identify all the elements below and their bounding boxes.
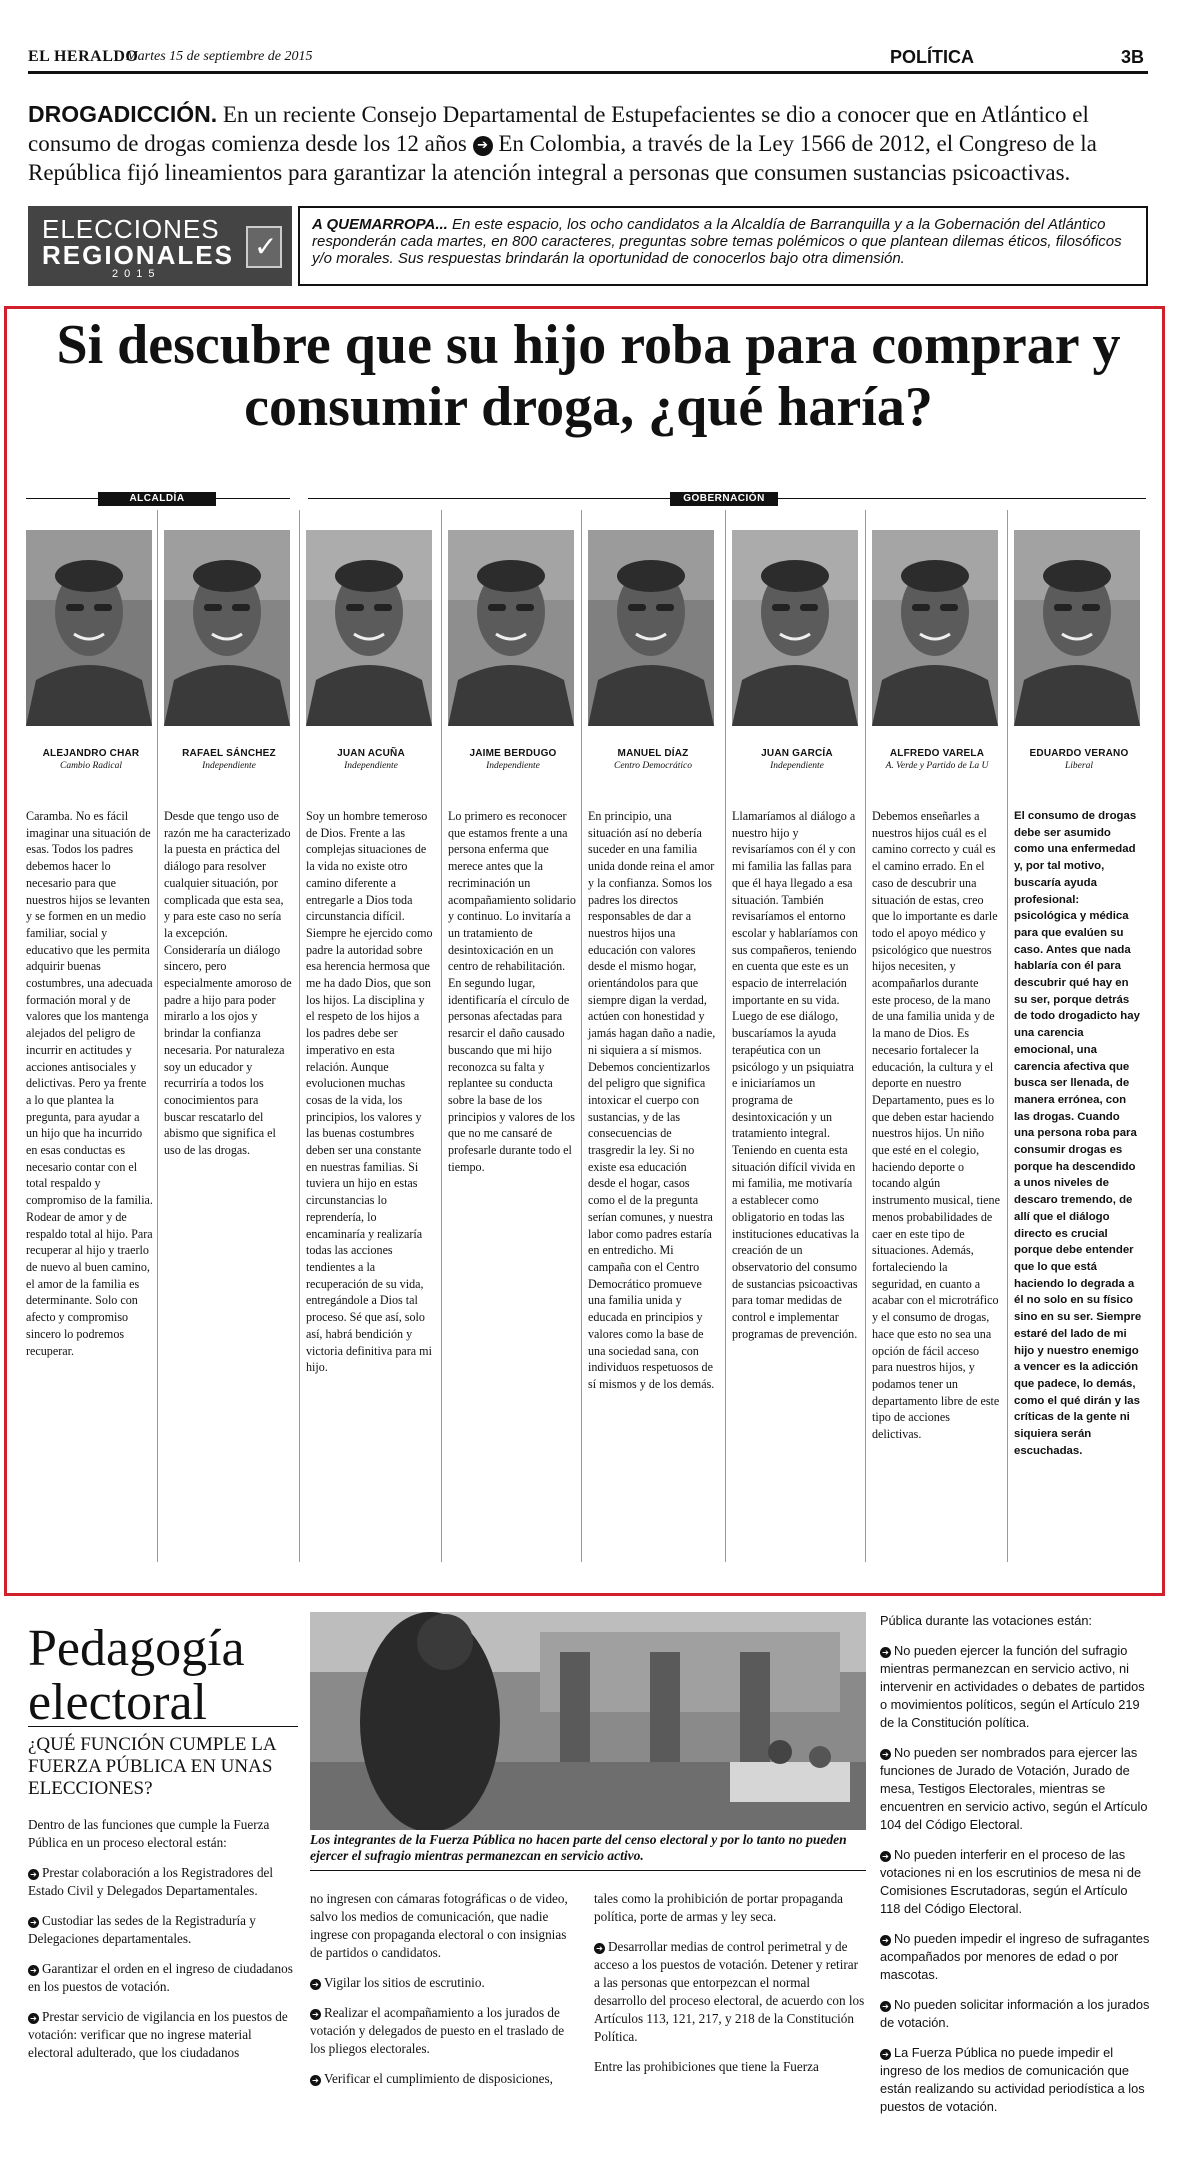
candidate-column: [448, 530, 578, 1174]
masthead: [28, 44, 1148, 74]
quemarropa-text: En este espacio, los ocho candidatos a la Alcaldía de Barranquilla y a la Gobernación del Atlántico responderán cada martes, en 800 caracteres, preguntas sobre temas polémicos o que plantean dilemas éticos, filosóficos y/o morales. Sus respuestas brindarán la oportunidad de conocerlos bajo otra dimensión.: [312, 216, 1122, 267]
pedagogia-subtitle: ¿QUÉ FUNCIÓN CUMPLE LA FUERZA PÚBLICA EN UNAS ELECCIONES?: [28, 1734, 276, 1799]
candidate-photo: [872, 530, 998, 726]
page-number: 3B: [1120, 47, 1144, 67]
photo-caption: Los integrantes de la Fuerza Pública no hacen parte del censo electoral y por lo tanto no pueden ejercer el sufragio mientras permanezcan en servicio activo.: [310, 1832, 847, 1863]
candidate-answer: Soy un hombre temeroso de Dios. Frente a las complejas situaciones de la vida no existe otro camino diferente a entregarle a Dios toda circunstancia difícil. Siempre he ejercido como padre la autoridad sobre esa herencia hermosa que me ha dado Dios, que son los hijos. La disciplina y el respeto de los hijos a los padres debe ser imperativo en esta relación. Aunque evolucionen muchas cosas de la vida, los principios, los valores y las buenas costumbres deben ser una constante en nuestras familias. Si tuviera un hijo en estas circunstancias lo reprendería, lo encaminaría y realizaría todas las acciones tendientes a la recuperación de su vida, entregándole a Dios tal proceso. Sé que así, solo así, habrá bendición y victoria definitiva para mi hijo.: [306, 809, 433, 1375]
pedagogia-col-1: [28, 1816, 298, 2074]
quemarropa-label: A QUEMARROPA...: [312, 216, 448, 233]
candidate-column: [732, 530, 862, 1341]
bullet-item: [880, 2044, 1150, 2116]
candidate-party: Independiente: [486, 761, 540, 771]
elections-logo: [28, 206, 292, 286]
bullet-arrow-icon: ➔: [880, 1749, 891, 1760]
bullet-text: No pueden interferir en el proceso de las votaciones ni en los escrutinios de mesa ni de Comisiones Escrutadoras, según el Artículo 118 del Código Electoral.: [880, 1847, 1142, 1916]
pedagogia-title-line-2: electoral: [28, 1674, 207, 1731]
pedagogia-intro: Dentro de las funciones que cumple la Fuerza Pública en un proceso electoral están:: [28, 1817, 270, 1850]
candidate-answer: En principio, una situación así no debería suceder en una familia unida donde reina el amor y la confianza. Somos los padres los directos responsables de dar a nuestros hijos una educación con valores desde el mismo hogar, orientándolos para que siempre digan la verdad, actúen con honestidad y jamás hagan daño a nadie, ni siquiera a sí mismos. Debemos concientizarlos del peligro que significa intoxicar el cuerpo con sustancias, y de las consecuencias de trasgredir la ley. Si no existe esa educación desde el hogar, casos como el de la pregunta serían comunes, y nuestra labor como padres estaría en entredicho. Mi campaña con el Centro Democrático promueve una familia unida y educada en principios y valores como la base de una sociedad sana, con individuos respetuosos de sí mismos y de los demás.: [588, 809, 716, 1391]
column-separator: [441, 510, 442, 1562]
bullet-text: Verificar el cumplimiento de disposiciones,: [324, 2071, 553, 2086]
candidate-answer: Lo primero es reconocer que estamos frente a una persona enferma que merece antes que la recriminación un acompañamiento solidario y continuo. Lo invitaría a un tratamiento de desintoxicación en un centro de rehabilitación. En segundo lugar, identificaría el círculo de personas afectadas para resarcir el daño causado buscando que mi hijo reconozca su falta y replantee su conducta sobre la base de los principios y valores de los que no me cansaré de profesarle durante todo el tiempo.: [448, 809, 576, 1174]
pedagogia-col3-cont: tales como la prohibición de portar propaganda política, porte de armas y ley seca.: [594, 1891, 844, 1924]
ballot-check-icon: ✓: [246, 226, 282, 268]
candidate-photo: [164, 530, 290, 726]
bullet-item: [28, 1912, 298, 1948]
bullet-arrow-icon: ➔: [28, 2013, 39, 2024]
bullet-text: Vigilar los sitios de escrutinio.: [324, 1975, 485, 1990]
candidate-column: [872, 530, 1002, 1442]
candidate-photo: [588, 530, 714, 726]
bullet-arrow-icon: ➔: [310, 1979, 321, 1990]
caption-rule: [310, 1870, 866, 1871]
bullet-item: [880, 1996, 1150, 2032]
bullet-arrow-icon: ➔: [28, 1965, 39, 1976]
candidate-party: A. Verde y Partido de La U: [885, 761, 989, 771]
bullet-item: [310, 2070, 580, 2088]
bullet-arrow-icon: ➔: [310, 2075, 321, 2086]
arrow-icon: ➔: [473, 136, 493, 156]
bullet-text: Garantizar el orden en el ingreso de ciudadanos en los puestos de votación.: [28, 1961, 293, 1994]
logo-line-1: ELECCIONES: [42, 214, 220, 244]
candidate-column: [26, 530, 156, 1358]
candidate-column: [164, 530, 294, 1158]
pedagogia-title: [28, 1622, 245, 1730]
candidate-name: JAIME BERDUGO: [469, 748, 557, 759]
pedagogia-col2-cont: no ingresen con cámaras fotográficas o de video, salvo los medios de comunicación, que nadie ingrese con propaganda electoral o con insignias de partidos o candidatos.: [310, 1891, 568, 1960]
candidate-photo: [732, 530, 858, 726]
newspaper-brand: EL HERALDO: [28, 48, 139, 65]
pedagogia-rule: [28, 1726, 298, 1727]
bullet-item: [310, 2004, 580, 2058]
column-separator: [299, 510, 300, 1562]
candidate-answer: Caramba. No es fácil imaginar una situación de esas. Todos los padres debemos hacer lo necesario para que nuestros hijos se levanten y se formen en un medio familiar, social y educativo que les permita adquirir buenas costumbres, una adecuada formación moral y de valores que los mantenga alejados del peligro de incurrir en actitudes y acciones antisociales y delictivas. Pero ya frente a lo que plantea la pregunta, para ayudar a un hijo que ha incurrido en esas conductas es necesario contar con el total respaldo y compromiso de la familia. Rodear de amor y de respaldo total al hijo. Para recuperar al hijo y traerlo de nuevo al buen camino, el amor de la familia es determinante. Solo con afecto y compromiso sincero lo podremos recuperar.: [26, 809, 153, 1358]
candidate-name: MANUEL DÍAZ: [617, 748, 689, 759]
lead-text-2: En Colombia, a través de la Ley 1566 de 2012, el Congreso de la República fijó lineamientos para garantizar la atención integral a personas que consumen sustancias psicoactivas.: [28, 131, 1097, 185]
bullet-text: No pueden solicitar información a los jurados de votación.: [880, 1997, 1150, 2030]
bullet-arrow-icon: ➔: [28, 1917, 39, 1928]
bullet-arrow-icon: ➔: [880, 2049, 891, 2060]
candidate-name: JUAN ACUÑA: [337, 748, 405, 759]
candidate-photo: [1014, 530, 1140, 726]
bullet-arrow-icon: ➔: [310, 2009, 321, 2020]
column-separator: [725, 510, 726, 1562]
bullet-arrow-icon: ➔: [880, 1647, 891, 1658]
candidate-answer: El consumo de drogas debe ser asumido como una enfermedad y, por tal motivo, buscaría ayuda profesional: psicológica y médica para que evalúen su caso. Antes que nada hablaría con él para descubrir qué hay en su ser, porque detrás de todo drogadicto hay una carencia emocional, una carencia afectiva que busca ser llenada, de manera errónea, con las drogas. Cuando una persona roba para consumir drogas es porque ha descendido a unos niveles de descaro tremendo, de allí que el diálogo directo es crucial porque debe entender que lo que está haciendo lo degrada a él no solo en su físico sino en su ser. Siempre estaré del lado de mi hijo y nuestro enemigo a vencer es la adicción que padece, lo demás, como el qué dirán y las críticas de la gente ni siquiera serán escuchadas.: [1014, 810, 1142, 1457]
column-separator: [157, 510, 158, 1562]
polling-station-photo: [310, 1612, 866, 1830]
column-separator: [1007, 510, 1008, 1562]
bullet-item: [594, 1938, 866, 2046]
bullet-item: [28, 1960, 298, 1996]
candidate-photo: [306, 530, 432, 726]
bullet-item: [880, 1744, 1150, 1834]
candidate-answer: Desde que tengo uso de razón me ha caracterizado la puesta en práctica del diálogo para resolver cualquier situación, por complicada que esta sea, y para este caso no sería la excepción. Consideraría un diálogo sincero, pero especialmente amoroso de padre a hijo para poder mirarlo a los ojos y brindar la confianza necesaria. Por naturaleza soy un educador y recurriría a todos los conocimientos para buscar rescatarlo del abismo que significa el uso de las drogas.: [164, 809, 292, 1158]
candidate-name: RAFAEL SÁNCHEZ: [182, 748, 276, 759]
logo-line-2: REGIONALES: [42, 240, 234, 270]
issue-date: Martes 15 de septiembre de 2015: [126, 49, 313, 64]
bullet-arrow-icon: ➔: [594, 1943, 605, 1954]
candidate-name: ALFREDO VARELA: [889, 748, 985, 759]
bullet-arrow-icon: ➔: [880, 2001, 891, 2012]
bullet-item: [28, 2008, 298, 2062]
bullet-text: Custodiar las sedes de la Registraduría y Delegaciones departamentales.: [28, 1913, 256, 1946]
lead-text-1: En un reciente Consejo Departamental de Estupefacientes se dio a conocer que en Atlántico el consumo de drogas comienza desde los 12 años: [28, 102, 1089, 156]
bullet-item: [310, 1974, 580, 1992]
bullet-text: No pueden ejercer la función del sufragio mientras permanezcan en servicio activo, ni intervenir en actividades o debates de partidos o movimientos políticos, según el Artículo 219 de la Constitución política.: [880, 1643, 1145, 1730]
pedagogia-col4-head: Pública durante las votaciones están:: [880, 1613, 1092, 1628]
bullet-text: Prestar colaboración a los Registradores del Estado Civil y Delegados Departamentales.: [28, 1865, 274, 1898]
bullet-item: [880, 1930, 1150, 1984]
lead-kicker: DROGADICCIÓN.: [28, 101, 218, 127]
candidate-name: JUAN GARCÍA: [761, 748, 833, 759]
pedagogia-title-line-1: Pedagogía: [28, 1620, 245, 1677]
bullet-text: Desarrollar medias de control perimetral y de acceso a los puestos de votación. Detener y retirar a las personas que entorpezcan el normal desarrollo del proceso electoral, de acuerdo con los Artículos 113, 121, 217, y 218 de la Constitución Política.: [594, 1939, 865, 2044]
candidate-column: [588, 530, 718, 1391]
lead-paragraph: [28, 100, 1148, 187]
gobernacion-label-bar: [308, 492, 1146, 506]
bullet-arrow-icon: ➔: [880, 1935, 891, 1946]
candidate-party: Independiente: [344, 761, 398, 771]
alcaldia-label: ALCALDÍA: [98, 492, 216, 506]
bullet-arrow-icon: ➔: [28, 1869, 39, 1880]
candidate-photo: [448, 530, 574, 726]
column-separator: [865, 510, 866, 1562]
bullet-text: La Fuerza Pública no puede impedir el ingreso de los medios de comunicación que están realizando su actividad periodística a los puestos de votación.: [880, 2045, 1145, 2114]
bullet-text: No pueden ser nombrados para ejercer las funciones de Jurado de Votación, Jurado de mesa, Testigos Electorales, mientras se encuentren en servicio activo, según el Artículo 104 del Código Electoral.: [880, 1745, 1148, 1832]
bullet-item: [880, 1846, 1150, 1918]
candidate-party: Independiente: [770, 761, 824, 771]
gobernacion-label: GOBERNACIÓN: [670, 492, 778, 506]
candidate-party: Cambio Radical: [59, 761, 122, 771]
pedagogia-col3-tail: Entre las prohibiciones que tiene la Fuerza: [594, 2059, 819, 2074]
feature-headline: Si descubre que su hijo roba para comprar y consumir droga, ¿qué haría?: [56, 314, 1121, 438]
alcaldia-label-bar: [26, 492, 290, 506]
pedagogia-col-2: [310, 1890, 580, 2100]
candidate-column: [1014, 530, 1144, 1457]
logo-year: 2015: [112, 268, 161, 280]
column-separator: [581, 510, 582, 1562]
pedagogia-col-3: [594, 1890, 866, 2088]
pedagogia-col-4: [880, 1612, 1150, 2128]
candidate-column: [306, 530, 436, 1375]
candidate-name: ALEJANDRO CHAR: [42, 748, 140, 759]
candidate-party: Liberal: [1065, 761, 1093, 771]
bullet-item: [28, 1864, 298, 1900]
section-name: POLÍTICA: [890, 47, 974, 67]
candidate-name: EDUARDO VERANO: [1029, 748, 1129, 759]
bullet-text: No pueden impedir el ingreso de sufragantes acompañados por menores de edad o por mascotas.: [880, 1931, 1150, 1982]
bullet-item: [880, 1642, 1150, 1732]
candidate-photo: [26, 530, 152, 726]
candidate-answer: Debemos enseñarles a nuestros hijos cuál es el camino correcto y cuál es el camino errado. En el caso de descubrir una situación de estas, creo que lo importante es darle todo el apoyo médico y psicológico que nuestros hijos necesiten, y acompañarlos durante este proceso, de la mano de una familia unida y de la mano de Dios. Es necesario fortalecer la educación, la cultura y el deporte en nuestro Departamento, pues es lo que deben estar haciendo nuestros hijos. Un niño que esté en el colegio, haciendo deporte o tocando algún instrumento musical, tiene menos probabilidades de caer en este tipo de situaciones. Además, fortaleciendo la seguridad, en cuanto a acabar con el microtráfico y el consumo de drogas, hace que esto no sea una opción de fácil acceso para nuestros hijos, y podamos tener un departamento libre de este tipo de acciones delictivas.: [872, 809, 1000, 1442]
candidate-party: Centro Democrático: [613, 761, 692, 771]
bullet-arrow-icon: ➔: [880, 1851, 891, 1862]
candidate-party: Independiente: [202, 761, 256, 771]
candidate-answer: Llamaríamos al diálogo a nuestro hijo y revisaríamos con él y con mi familia las fallas para que él haya llegado a esa situación. También revisaríamos el entorno escolar y hablaríamos con sus compañeros, teniendo en cuenta que este es un espacio de interrelación importante en su vida. Luego de ese diálogo, buscaríamos la ayuda terapéutica con un psicólogo y un psiquiatra e iniciaríamos un programa de desintoxicación y un tratamiento integral. Teniendo en cuenta esta situación difícil vivida en mi familia, me motivaría a establecer como obligatorio en todas las instituciones educativas la creación de un observatorio del consumo de sustancias psicoactivas para tomar medidas de control e implementar programas de prevención.: [732, 809, 859, 1341]
bullet-text: Realizar el acompañamiento a los jurados de votación y delegados de puesto en el traslado de los pliegos electorales.: [310, 2005, 565, 2056]
quemarropa-box: [298, 206, 1148, 286]
bullet-text: Prestar servicio de vigilancia en los puestos de votación: verificar que no ingrese material electoral adulterado, que los ciudadanos: [28, 2009, 288, 2060]
